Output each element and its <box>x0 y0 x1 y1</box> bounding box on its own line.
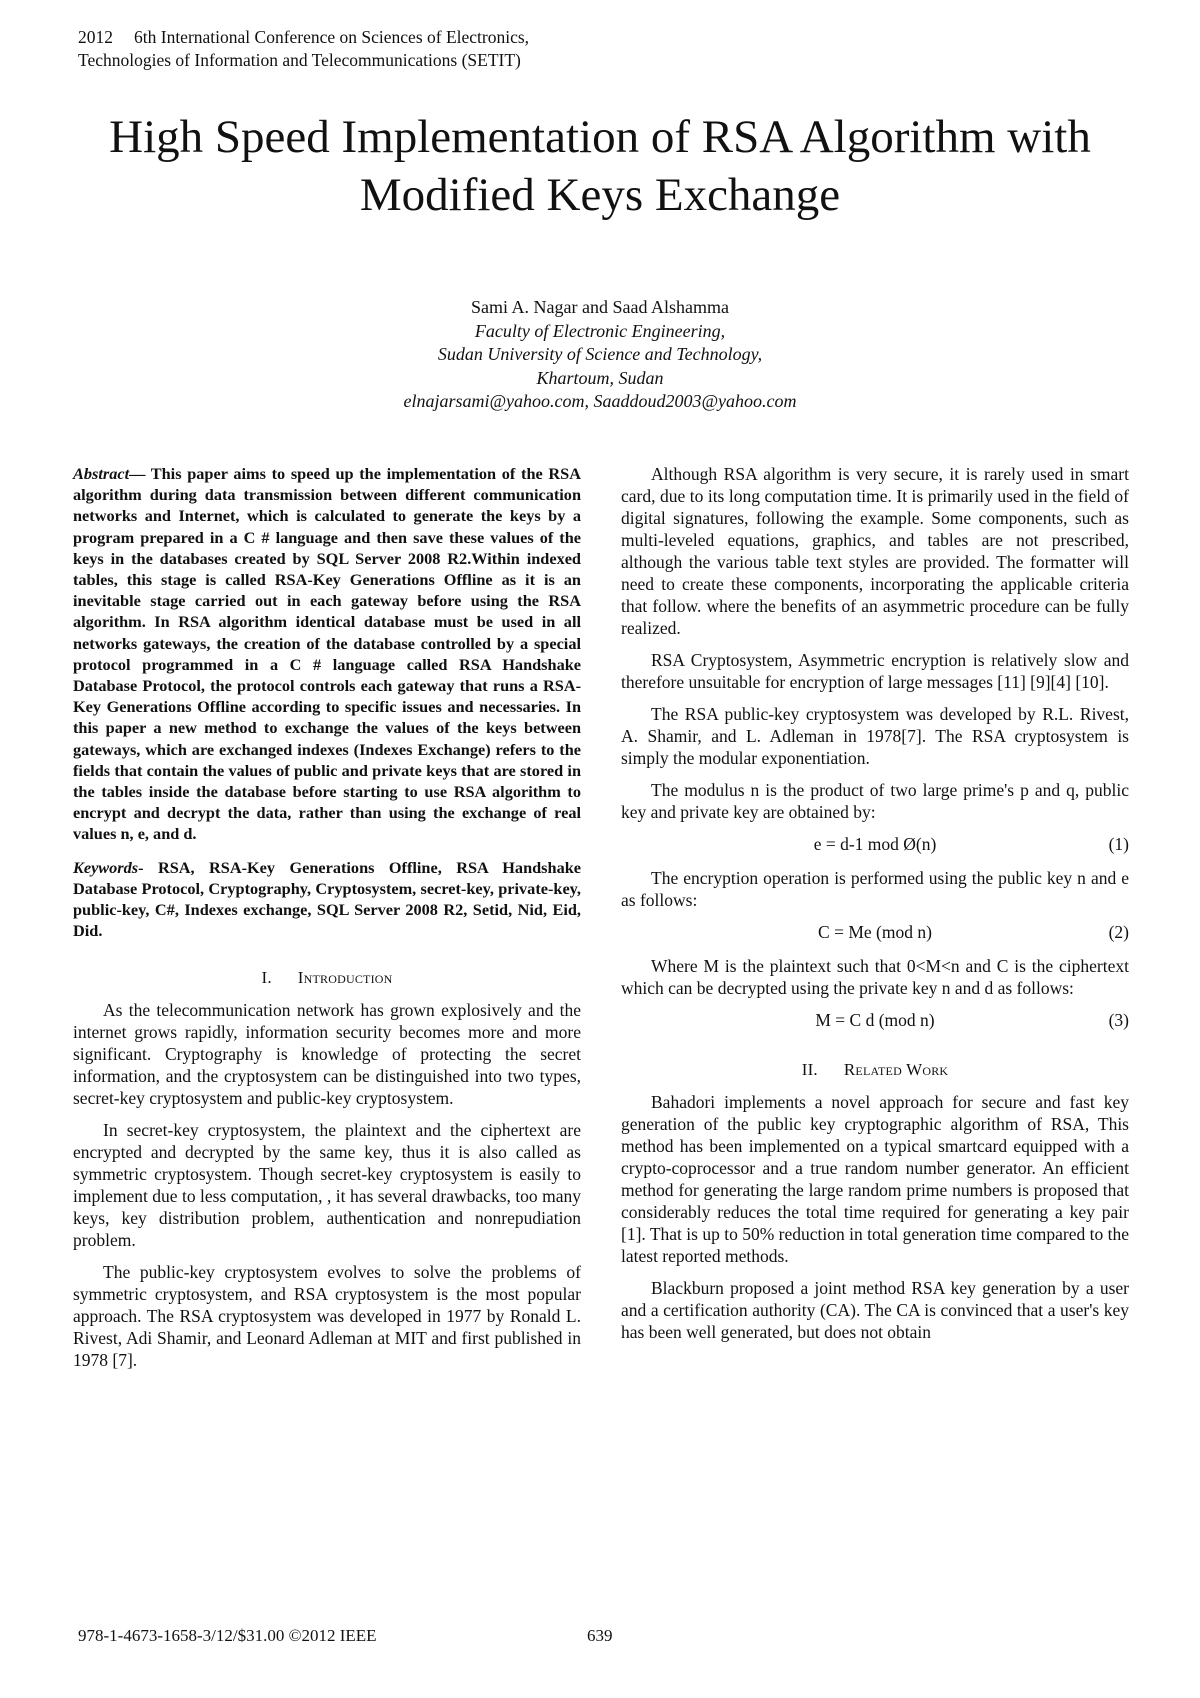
body-paragraph: The modulus n is the product of two large prime's p and q, public key and private key are obtained by: <box>621 780 1129 822</box>
copyright-footer: 978-1-4673-1658-3/12/$31.00 ©2012 IEEE <box>78 1626 377 1645</box>
section-title: Related Work <box>843 1060 949 1079</box>
intro-paragraph: The public-key cryptosystem evolves to solve the problems of symmetric cryptosystem, and RSA cryptosystem is the most popular approach. The RSA cryptosystem was developed in 1977 by Ronald L. Rivest, Adi Shamir, and Leonard Adleman at MIT and first published in 1978 [7]. <box>73 1262 581 1371</box>
paper-title <box>40 108 1160 224</box>
equation-number: (3) <box>1108 1010 1129 1030</box>
affiliation-faculty: Faculty of Electronic Engineering, <box>474 320 726 341</box>
section-heading-introduction <box>73 967 581 989</box>
author-names: Sami A. Nagar and Saad Alshamma <box>471 297 729 317</box>
body-paragraph: Where M is the plaintext such that 0<M<n and C is the ciphertext which can be decrypted using the private key n and d as follows: <box>621 956 1129 998</box>
title-line-1: High Speed Implementation of RSA Algorithm with <box>109 111 1091 163</box>
equation-1 <box>621 833 1129 857</box>
conference-header <box>78 26 778 72</box>
author-emails: elnajarsami@yahoo.com, Saaddoud2003@yahoo.com <box>403 391 797 411</box>
section-title: Introduction <box>297 968 393 988</box>
related-work-paragraph: Blackburn proposed a joint method RSA key generation by a user and a certification authority (CA). The CA is convinced that a user's key has been well generated, but does not obtain <box>621 1278 1129 1342</box>
conference-line-2: Technologies of Information and Telecommunications (SETIT) <box>78 50 521 70</box>
body-paragraph: Although RSA algorithm is very secure, it is rarely used in smart card, due to its long computation time. It is primarily used in the field of digital signatures, following the example. Some components, such as multi-leveled equations, graphics, and tables are not prescribed, although the various table text styles are provided. The formatter will need to create these components, incorporating the applicable criteria that follow. where the benefits of an asymmetric procedure can be fully realized. <box>621 464 1129 638</box>
equation-expression: e = d-1 mod Ø(n) <box>813 834 937 854</box>
equation-number: (2) <box>1108 922 1129 942</box>
keywords-label: Keywords <box>73 857 139 877</box>
author-block <box>200 296 1000 414</box>
body-paragraph: RSA Cryptosystem, Asymmetric encryption is relatively slow and therefore unsuitable for encryption of large messages [11] [9][4] [10]. <box>621 650 1129 692</box>
conference-name-1: 6th International Conference on Sciences of Electronics, <box>134 27 530 47</box>
page-number: 639 <box>587 1626 613 1645</box>
conference-year: 2012 <box>78 27 113 47</box>
keywords-text: - RSA, RSA-Key Generations Offline, RSA Handshake Database Protocol, Cryptography, Cryptosystem, secret-key, private-key, public-key, C#, Indexes exchange, SQL Server 2008 R2, Setid, Nid, Eid, Did. <box>73 857 581 941</box>
abstract <box>73 463 581 845</box>
abstract-text: — This paper aims to speed up the implementation of the RSA algorithm during data transmission between different communication networks and Internet, which is calculated to generate the keys by a program prepared in a C # language and then save these values of the keys in the databases created by SQL Server 2008 R2.Within indexed tables, this stage is called RSA-Key Generations Offline as it is an inevitable stage carried out in each gateway before using the RSA algorithm. In RSA algorithm identical database must be used in all networks gateways, the creation of the database controlled by a special protocol programmed in a C # language called RSA Handshake Database Protocol, the protocol controls each gateway that runs a RSA-Key Generations Offline according to specific issues and necessaries. In this paper a new method to exchange the values of the keys between gateways, which are exchanged indexes (Indexes Exchange) refers to the fields that contain the values of public and private keys that are stored in the tables inside the database before starting to use RSA algorithm to encrypt and decrypt the data, rather than using the exchange of real values n, e, and d. <box>73 464 581 844</box>
section-number: II. <box>801 1060 818 1079</box>
affiliation-city: Khartoum, Sudan <box>536 367 664 388</box>
keywords <box>73 857 581 942</box>
equation-expression: C = Me (mod n) <box>818 922 932 942</box>
abstract-label: Abstract <box>73 464 130 483</box>
intro-paragraph: As the telecommunication network has grown explosively and the internet grows rapidly, information security becomes more and more significant. Cryptography is knowledge of protecting the secret information, and the cryptosystem can be distinguished into two types, secret-key cryptosystem and public-key cryptosystem. <box>73 1000 581 1109</box>
equation-3 <box>621 1009 1129 1033</box>
section-heading-related-work <box>621 1059 1129 1081</box>
section-number: I. <box>261 968 272 988</box>
affiliation-university: Sudan University of Science and Technology, <box>437 344 763 364</box>
right-column <box>621 463 1129 1353</box>
body-paragraph: The RSA public-key cryptosystem was developed by R.L. Rivest, A. Shamir, and L. Adleman in 1978[7]. The RSA cryptosystem is simply the modular exponentiation. <box>621 704 1129 768</box>
equation-expression: M = C d (mod n) <box>815 1010 935 1030</box>
conference-line-1 <box>78 26 778 49</box>
equation-number: (1) <box>1108 834 1129 854</box>
left-column <box>73 463 581 1381</box>
equation-2 <box>621 921 1129 945</box>
intro-paragraph: In secret-key cryptosystem, the plaintext and the ciphertext are encrypted and decrypted by the same key, thus it is also called as symmetric cryptosystem. Though secret-key cryptosystem is easily to implement due to less computation, , it has several drawbacks, too many keys, key distribution problem, authentication and nonrepudiation problem. <box>73 1120 581 1251</box>
body-paragraph: The encryption operation is performed using the public key n and e as follows: <box>621 868 1129 910</box>
title-line-2: Modified Keys Exchange <box>359 169 841 221</box>
related-work-paragraph: Bahadori implements a novel approach for secure and fast key generation of the public key cryptographic algorithm of RSA, This method has been implemented on a typical smartcard equipped with a crypto-coprocessor and a true random number generator. An efficient method for generating the large random prime numbers is proposed that considerably reduces the total time required for generating a key pair [1]. That is up to 50% reduction in total generation time compared to the latest reported methods. <box>621 1092 1130 1266</box>
